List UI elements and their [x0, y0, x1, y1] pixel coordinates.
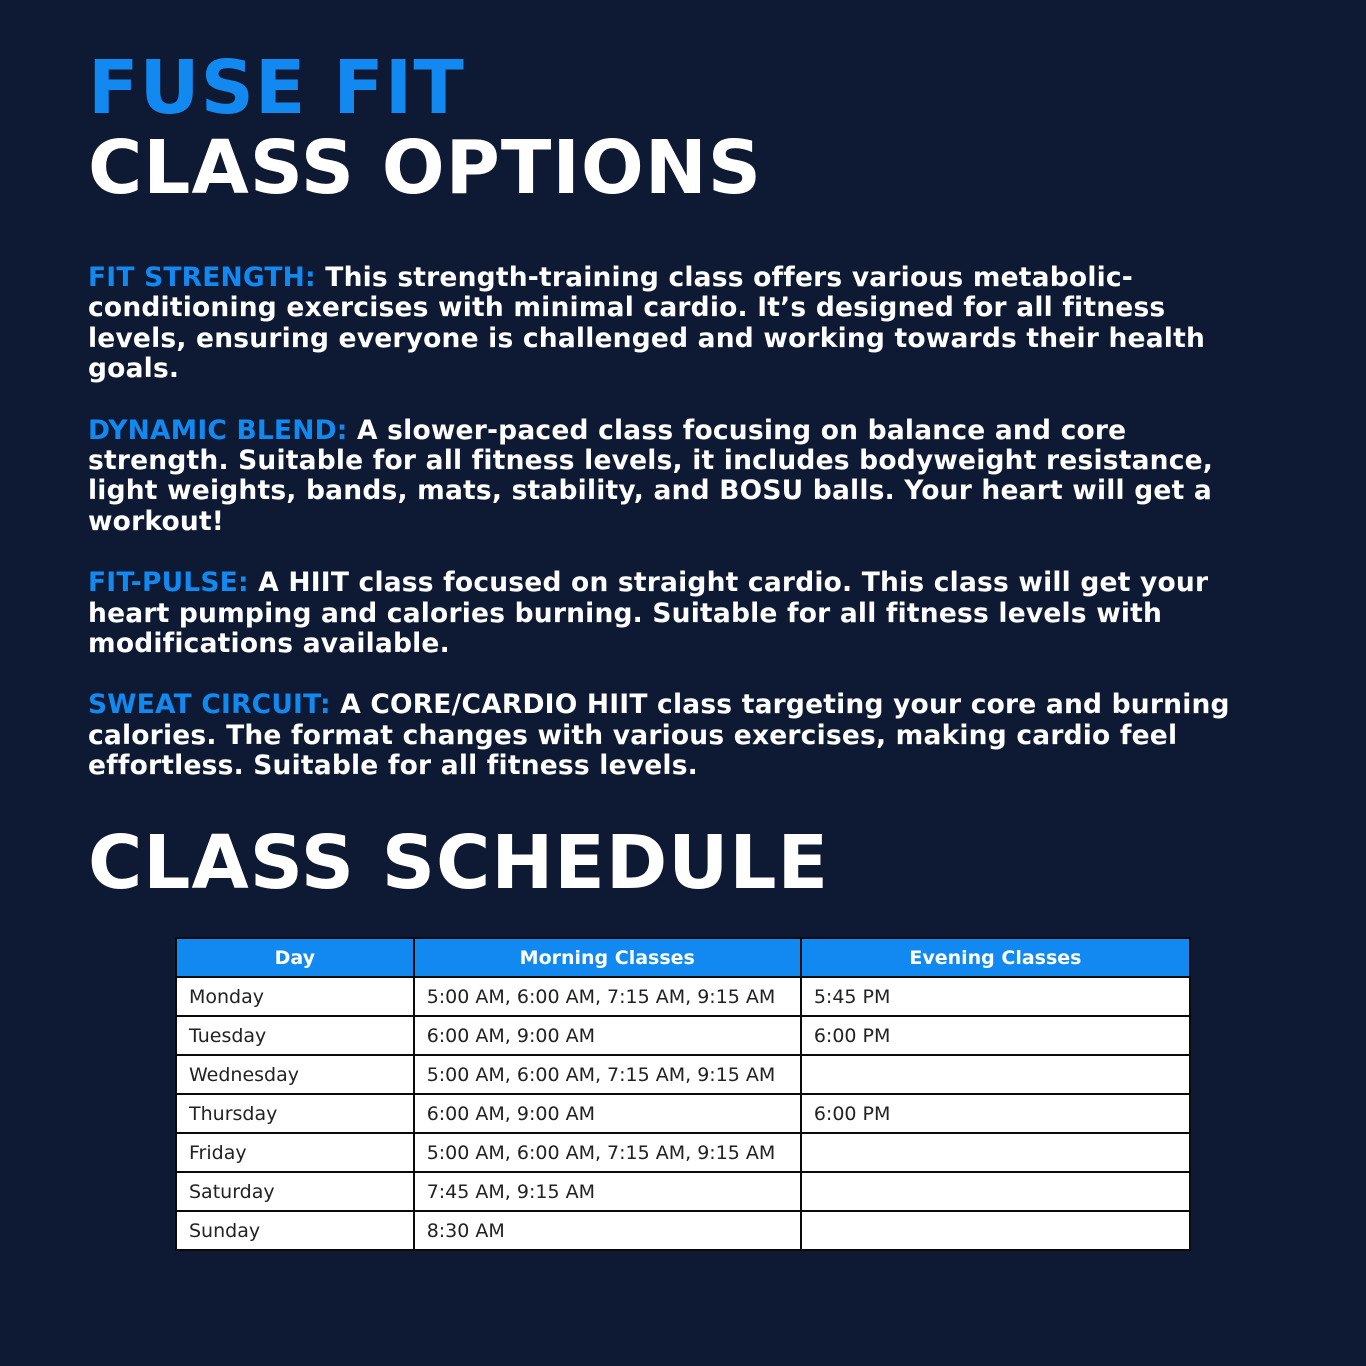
morning-cell: 7:45 AM, 9:15 AM [414, 1172, 801, 1211]
header-morning-classes: Morning Classes [414, 938, 801, 977]
morning-cell: 5:00 AM, 6:00 AM, 7:15 AM, 9:15 AM [414, 1133, 801, 1172]
evening-cell: 6:00 PM [801, 1016, 1190, 1055]
class-description: A slower-paced class focusing on balance and core strength. Suitable for all fitness levels, it includes bodyweight resistance, light weights, bands, mats, stability, and BOSU balls. Your heart will get a workout! [88, 414, 1214, 537]
morning-cell: 6:00 AM, 9:00 AM [414, 1016, 801, 1055]
evening-cell: 6:00 PM [801, 1094, 1190, 1133]
class-name: FIT STRENGTH: [88, 262, 316, 293]
class-options-list [88, 263, 1258, 813]
class-fit-strength [88, 263, 1258, 385]
schedule-table [175, 937, 1191, 1251]
table-row [176, 1133, 1190, 1172]
morning-cell: 5:00 AM, 6:00 AM, 7:15 AM, 9:15 AM [414, 1055, 801, 1094]
table-row [176, 1016, 1190, 1055]
class-description: This strength-training class offers various metabolic-conditioning exercises with minimal cardio. It’s designed for all fitness levels, ensuring everyone is challenged and working towards their health goals. [88, 262, 1206, 385]
class-sweat-circuit [88, 690, 1258, 781]
evening-cell: 5:45 PM [801, 977, 1190, 1016]
class-schedule-title: CLASS SCHEDULE [88, 820, 830, 906]
day-cell: Sunday [176, 1211, 414, 1250]
evening-cell [801, 1055, 1190, 1094]
table-row [176, 1094, 1190, 1133]
table-row [176, 1055, 1190, 1094]
morning-cell: 5:00 AM, 6:00 AM, 7:15 AM, 9:15 AM [414, 977, 801, 1016]
evening-cell [801, 1172, 1190, 1211]
class-fit-pulse [88, 568, 1258, 659]
day-cell: Wednesday [176, 1055, 414, 1094]
evening-cell [801, 1133, 1190, 1172]
class-name: DYNAMIC BLEND: [88, 414, 348, 446]
evening-cell [801, 1211, 1190, 1250]
day-cell: Friday [176, 1133, 414, 1172]
class-description: A HIIT class focused on straight cardio. This class will get your heart pumping and calories burning. Suitable for all fitness levels with modifications available. [88, 567, 1209, 660]
brand-title: FUSE FIT [88, 45, 465, 131]
header-day: Day [176, 938, 414, 977]
day-cell: Monday [176, 977, 414, 1016]
class-name: SWEAT CIRCUIT: [88, 689, 331, 721]
day-cell: Thursday [176, 1094, 414, 1133]
class-name: FIT-PULSE: [88, 567, 249, 599]
morning-cell: 6:00 AM, 9:00 AM [414, 1094, 801, 1133]
class-dynamic-blend [88, 416, 1258, 538]
table-row [176, 977, 1190, 1016]
table-header-row [176, 938, 1190, 977]
class-description: A CORE/CARDIO HIIT class targeting your core and burning calories. The format changes with various exercises, making cardio feel effortless. Suitable for all fitness levels. [88, 689, 1230, 782]
table-row [176, 1172, 1190, 1211]
day-cell: Tuesday [176, 1016, 414, 1055]
table-row [176, 1211, 1190, 1250]
day-cell: Saturday [176, 1172, 414, 1211]
header-evening-classes: Evening Classes [801, 938, 1190, 977]
morning-cell: 8:30 AM [414, 1211, 801, 1250]
class-options-title: CLASS OPTIONS [88, 125, 763, 211]
